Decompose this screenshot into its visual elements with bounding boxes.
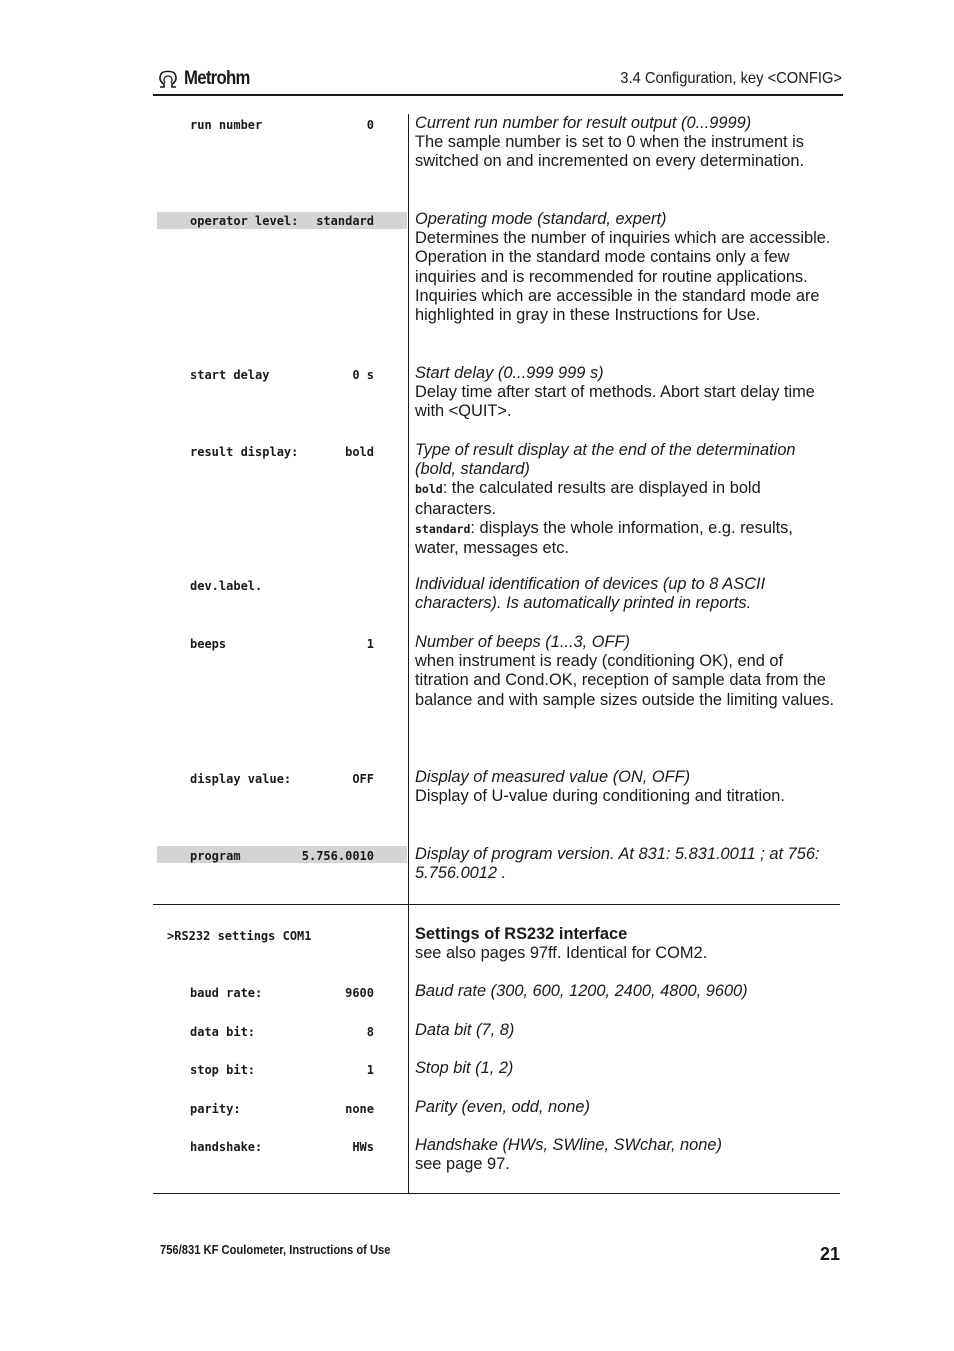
param-description [415, 1136, 840, 1174]
param-description [415, 1021, 840, 1040]
param-name: result display: [190, 445, 299, 459]
param-name: beeps [190, 637, 227, 651]
param-display [190, 1102, 374, 1116]
rs232-subtitle: see also pages 97ff. Identical for COM2. [415, 944, 708, 963]
param-display [190, 1063, 374, 1077]
header-rule [153, 94, 843, 96]
param-title: Parity (even, odd, none) [415, 1098, 590, 1116]
metrohm-omega-icon [157, 69, 179, 89]
param-display [190, 1025, 374, 1039]
param-value: HWs [352, 1140, 374, 1154]
param-title: Operating mode (standard, expert) [415, 210, 667, 228]
option-text: : displays the whole information, e.g. results, water, messages etc. [415, 518, 793, 558]
param-note: see page 97. [415, 1155, 510, 1174]
rs232-title: Settings of RS232 interface [415, 925, 628, 943]
param-display [190, 118, 374, 132]
param-value: 9600 [345, 986, 374, 1000]
param-desc: when instrument is ready (conditioning OK), end of titration and Cond.OK, reception of sample data from the balance and with sample sizes outside the limiting values. [415, 652, 835, 709]
param-display [190, 986, 374, 1000]
param-name: baud rate: [190, 986, 263, 1000]
param-desc: Display of U-value during conditioning and titration. [415, 787, 785, 806]
param-description [415, 210, 840, 325]
param-value: OFF [352, 772, 374, 786]
param-value: standard [316, 214, 374, 228]
column-divider-top [408, 114, 409, 904]
param-value: 5.756.0010 [301, 849, 374, 863]
param-desc: Delay time after start of methods. Abort start delay time with <QUIT>. [415, 383, 815, 421]
param-name: stop bit: [190, 1063, 256, 1077]
param-display [190, 445, 374, 459]
param-title: Current run number for result output (0...9999) [415, 114, 752, 132]
param-desc: The sample number is set to 0 when the instrument is switched on and incremented on every determination. [415, 133, 805, 171]
param-name: operator level: [190, 214, 299, 228]
param-value: 1 [366, 637, 374, 651]
param-title: Start delay (0...999 999 s) [415, 364, 604, 382]
param-option-standard [415, 519, 840, 558]
param-description [415, 1098, 840, 1117]
param-name: data bit: [190, 1025, 256, 1039]
rs232-description [415, 925, 840, 963]
param-option-bold [415, 479, 840, 518]
param-value: 0 [366, 118, 374, 132]
rs232-section-label: >RS232 settings COM1 [167, 929, 312, 943]
table-bottom-rule [153, 1193, 840, 1194]
param-description [415, 982, 840, 1001]
option-text: : the calculated results are displayed in bold characters. [415, 479, 761, 518]
param-title: Handshake (HWs, SWline, SWchar, none) [415, 1136, 722, 1154]
param-display [190, 579, 374, 593]
param-name: handshake: [190, 1140, 263, 1154]
param-value: none [345, 1102, 374, 1116]
param-title: Display of program version. At 831: 5.831.0011 ; at 756: 5.756.0012 . [415, 845, 820, 883]
param-title: Number of beeps (1...3, OFF) [415, 633, 630, 651]
param-display [190, 637, 374, 651]
brand-name: Metrohm [184, 68, 250, 89]
param-name: program [190, 849, 241, 863]
param-value: 8 [366, 1025, 374, 1039]
brand-logo [157, 68, 259, 90]
param-description [415, 768, 840, 806]
section-title: 3.4 Configuration, key <CONFIG> [620, 70, 842, 87]
param-desc: Inquiries which are accessible in the standard mode are highlighted in gray in these Instructions for Use. [415, 286, 820, 325]
section-rule [153, 904, 840, 905]
column-divider-bottom [408, 905, 409, 1193]
param-display [190, 214, 374, 228]
page-number: 21 [819, 1244, 840, 1264]
param-display [190, 1140, 374, 1154]
param-description [415, 1059, 840, 1078]
param-name: run number [190, 118, 263, 132]
param-value: 0 s [352, 368, 374, 382]
param-display [190, 849, 374, 863]
option-key: standard [415, 521, 471, 536]
param-name: parity: [190, 1102, 241, 1116]
param-title: Individual identification of devices (up to 8 ASCII characters). Is automatically printed in reports. [415, 575, 766, 613]
param-title: Stop bit (1, 2) [415, 1059, 514, 1077]
param-title: Data bit (7, 8) [415, 1021, 515, 1039]
param-name: start delay [190, 368, 270, 382]
param-display [190, 368, 374, 382]
param-desc: Determines the number of inquiries which are accessible. Operation in the standard mode contains only a few inquiries and is recommended for routine applications. [415, 229, 831, 286]
param-description [415, 845, 840, 883]
param-value: bold [345, 445, 374, 459]
param-name: display value: [190, 772, 292, 786]
param-name: dev.label. [190, 579, 263, 593]
param-description [415, 441, 840, 558]
param-display [190, 772, 374, 786]
param-value: 1 [366, 1063, 374, 1077]
param-description [415, 114, 840, 172]
param-title: Type of result display at the end of the determination (bold, standard) [415, 441, 796, 479]
param-title: Baud rate (300, 600, 1200, 2400, 4800, 9600) [415, 982, 748, 1000]
option-key: bold [415, 482, 443, 497]
footer-doc-title: 756/831 KF Coulometer, Instructions of Use [160, 1242, 391, 1257]
param-description [415, 364, 840, 422]
param-description [415, 575, 840, 613]
param-title: Display of measured value (ON, OFF) [415, 768, 691, 786]
param-description [415, 633, 840, 710]
